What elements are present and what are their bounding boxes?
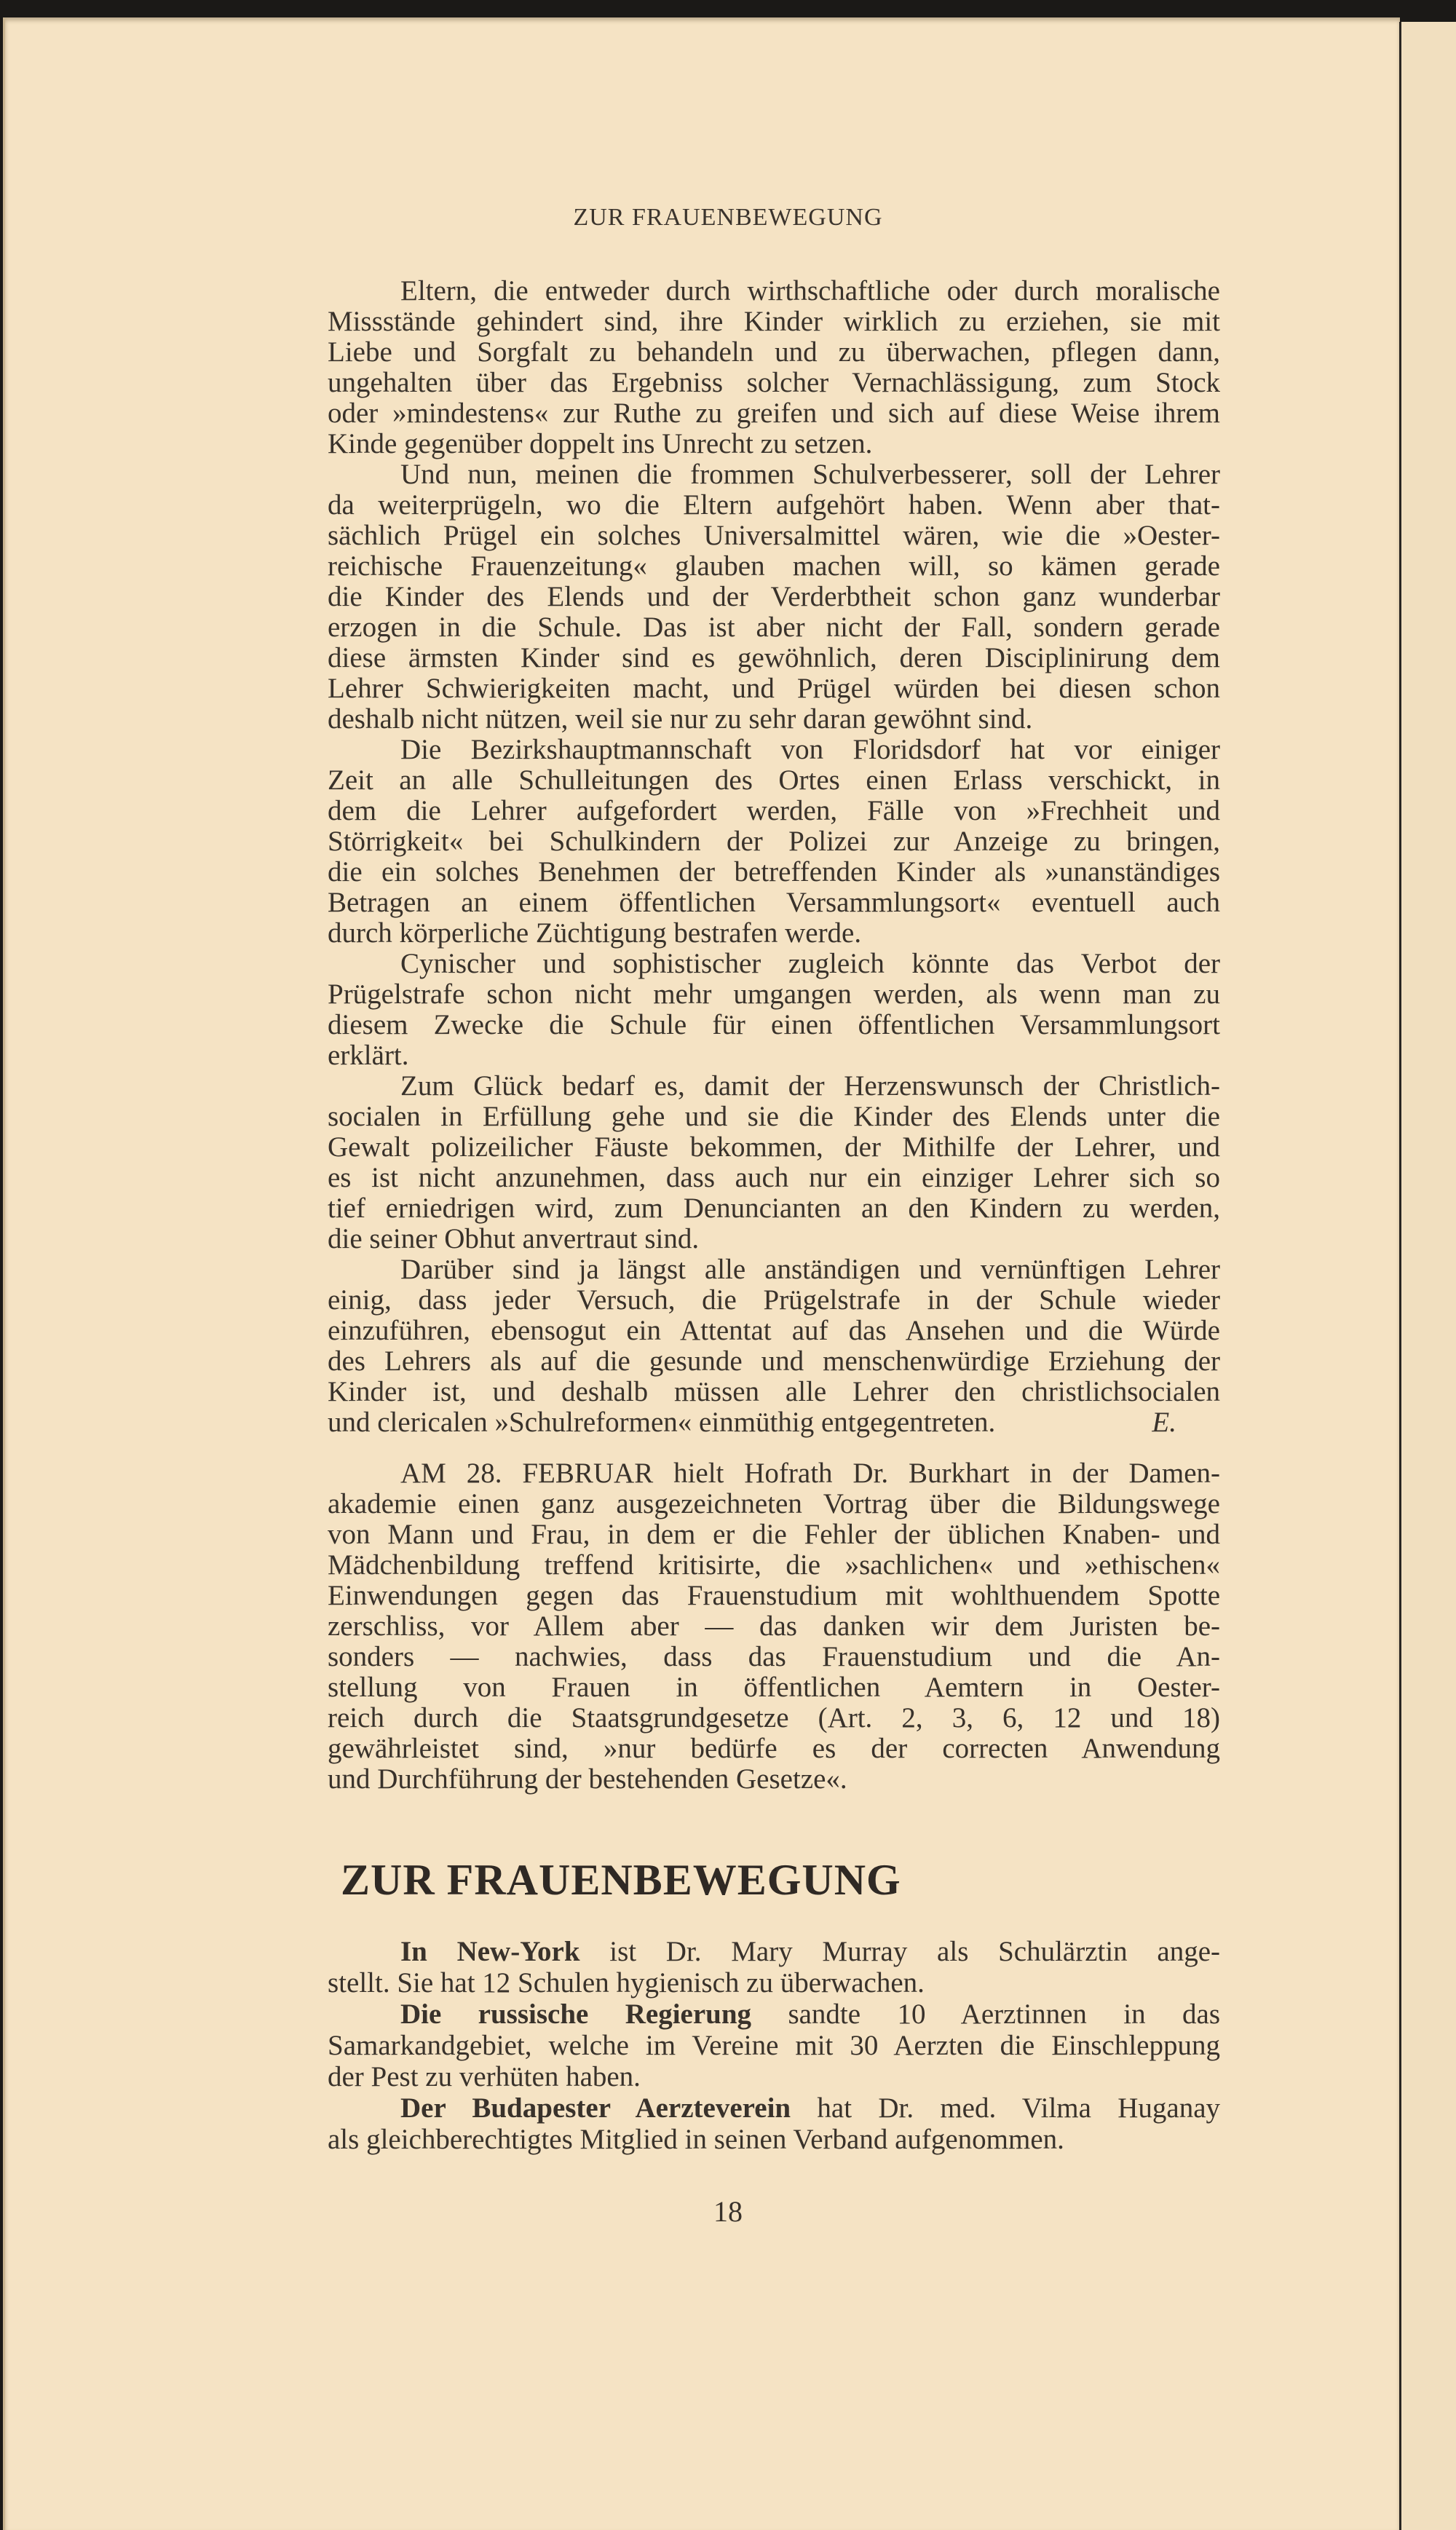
text-line: erzogen in die Schule. Das ist aber nicht der Fall, sondern gerade (328, 612, 1220, 643)
text-line: zerschliss, vor Allem aber — das danken wir dem Juristen be- (328, 1610, 1220, 1642)
text-line: Störrigkeit« bei Schulkindern der Polizei zur Anzeige zu bringen, (328, 826, 1220, 857)
paragraph (328, 949, 1220, 1071)
next-page-edge (1399, 22, 1456, 2530)
text-line: Zum Glück bedarf es, damit der Herzenswunsch der Christlich- (400, 1070, 1220, 1102)
text-line: reich durch die Staatsgrundgesetze (Art. 2, 3, 6, 12 und 18) (328, 1702, 1220, 1734)
text-line: Kinder ist, und deshalb müssen alle Lehrer den christlichsocialen (328, 1376, 1220, 1407)
text-line: die ein solches Benehmen der betreffenden Kinder als »unanständiges (328, 856, 1220, 888)
lead-in: Die russische Regierung (400, 1999, 752, 2030)
text-line: reichische Frauenzeitung« glauben machen will, so kämen gerade (328, 550, 1220, 582)
text-line: sächlich Prügel ein solches Universalmittel wären, wie die »Oester- (328, 520, 1220, 551)
text-line: und Durchführung der bestehenden Gesetze«. (328, 1763, 847, 1795)
text-line: Einwendungen gegen das Frauenstudium mit wohlthuendem Spotte (328, 1580, 1220, 1611)
text-line: erklärt. (328, 1040, 409, 1071)
text-line: stellt. Sie hat 12 Schulen hygienisch zu überwachen. (328, 1967, 925, 1999)
paragraph (328, 1999, 1220, 2092)
text-line: deshalb nicht nützen, weil sie nur zu sehr daran gewöhnt sind. (328, 703, 1033, 735)
line-text: sandte 10 Aerztinnen in das (788, 1999, 1220, 2030)
article-section-damenakademie (328, 1458, 1220, 1795)
text-line: diese ärmsten Kinder sind es gewöhnlich, deren Disciplinirung dem (328, 642, 1220, 673)
text-line: Die Bezirkshauptmannschaft von Floridsdorf hat vor einiger (400, 734, 1220, 765)
text-line: die Kinder des Elends und der Verderbtheit schon ganz wunderbar (328, 581, 1220, 612)
text-line: Betragen an einem öffentlichen Versammlungsort« eventuell auch (328, 887, 1220, 918)
text-line: oder »mindestens« zur Ruthe zu greifen und sich auf diese Weise ihrem (328, 398, 1220, 429)
text-line: sonders — nachwies, dass das Frauenstudium und die An- (328, 1641, 1220, 1672)
paragraph (328, 2092, 1220, 2155)
text-line: als gleichberechtigtes Mitglied in seinen Verband aufgenommen. (328, 2124, 1064, 2155)
lead-in: Der Budapester Aerzteverein (400, 2092, 791, 2124)
text-line: es ist nicht anzunehmen, dass auch nur ein einziger Lehrer sich so (328, 1162, 1220, 1193)
text-line: Und nun, meinen die frommen Schulverbesserer, soll der Lehrer (400, 459, 1220, 490)
line-text: hat Dr. med. Vilma Huganay (817, 2092, 1221, 2124)
article-section-schulreform (328, 276, 1220, 1438)
text-line: Mädchenbildung treffend kritisirte, die »sachlichen« und »ethischen« (328, 1549, 1220, 1581)
text-line: diesem Zwecke die Schule für einen öffentlichen Versammlungsort (328, 1009, 1220, 1040)
paragraph (328, 276, 1220, 459)
text-line: Prügelstrafe schon nicht mehr umgangen werden, als wenn man zu (328, 979, 1220, 1010)
text-line (328, 1999, 1220, 2030)
text-line: Liebe und Sorgfalt zu behandeln und zu überwachen, pflegen dann, (328, 336, 1220, 368)
text-line: socialen in Erfüllung gehe und sie die Kinder des Elends unter die (328, 1101, 1220, 1132)
text-line: Gewalt polizeilicher Fäuste bekommen, der Mithilfe der Lehrer, und (328, 1131, 1220, 1163)
text-line: stellung von Frauen in öffentlichen Aemtern in Oester- (328, 1672, 1220, 1703)
text-line: AM 28. FEBRUAR hielt Hofrath Dr. Burkhart in der Damen- (400, 1458, 1220, 1489)
text-line (328, 2092, 1220, 2124)
text-line: einzuführen, ebensogut ein Attentat auf das Ansehen und die Würde (328, 1315, 1220, 1346)
line-text: ist Dr. Mary Murray als Schulärztin ange- (609, 1936, 1220, 1967)
text-line: einig, dass jeder Versuch, die Prügelstrafe in der Schule wieder (328, 1284, 1220, 1316)
text-line: Samarkandgebiet, welche im Vereine mit 30 Aerzten die Einschleppung (328, 2030, 1220, 2061)
paragraph (328, 1458, 1220, 1795)
text-line: da weiterprügeln, wo die Eltern aufgehört haben. Wenn aber that- (328, 489, 1220, 521)
text-line: Cynischer und sophistischer zugleich könnte das Verbot der (400, 948, 1220, 979)
text-line: gewährleistet sind, »nur bedürfe es der correcten Anwendung (328, 1733, 1220, 1764)
paragraph (328, 1936, 1220, 1999)
text-line: dem die Lehrer aufgefordert werden, Fälle von »Frechheit und (328, 795, 1220, 826)
paragraph (328, 1254, 1220, 1438)
running-head: ZUR FRAUENBEWEGUNG (573, 204, 883, 231)
text-line: Kinde gegenüber doppelt ins Unrecht zu setzen. (328, 428, 873, 459)
text-line: Lehrer Schwierigkeiten macht, und Prügel würden bei diesen schon (328, 673, 1220, 704)
section-heading: ZUR FRAUENBEWEGUNG (341, 1856, 901, 1904)
text-line: ungehalten über das Ergebniss solcher Vernachlässigung, zum Stock (328, 367, 1220, 398)
text-line: tief erniedrigen wird, zum Denuncianten an den Kindern zu werden, (328, 1193, 1220, 1224)
paragraph (328, 735, 1220, 949)
text-line: des Lehrers als auf die gesunde und menschenwürdige Erziehung der (328, 1345, 1220, 1377)
line-text: und clericalen »Schulreformen« einmüthig entgegentreten. (328, 1407, 996, 1438)
text-line: akademie einen ganz ausgezeichneten Vortrag über die Bildungswege (328, 1488, 1220, 1519)
text-line (328, 1936, 1220, 1967)
text-line: Missstände gehindert sind, ihre Kinder wirklich zu erziehen, sie mit (328, 306, 1220, 337)
text-line: durch körperliche Züchtigung bestrafen werde. (328, 917, 862, 949)
text-line: von Mann und Frau, in dem er die Fehler der üblichen Knaben- und (328, 1519, 1220, 1550)
signature: E. (1152, 1407, 1176, 1438)
text-line: Eltern, die entweder durch wirthschaftliche oder durch moralische (400, 275, 1220, 307)
text-line: Zeit an alle Schulleitungen des Ortes einen Erlass verschickt, in (328, 764, 1220, 796)
news-section (328, 1936, 1220, 2155)
text-line: der Pest zu verhüten haben. (328, 2061, 641, 2092)
page-number: 18 (713, 2195, 743, 2228)
text-line: die seiner Obhut anvertraut sind. (328, 1223, 700, 1254)
paragraph (328, 1071, 1220, 1254)
text-line: Darüber sind ja längst alle anständigen und vernünftigen Lehrer (400, 1254, 1220, 1285)
lead-in: In New-York (400, 1936, 580, 1967)
paragraph (328, 459, 1220, 735)
text-line (328, 1407, 1220, 1438)
